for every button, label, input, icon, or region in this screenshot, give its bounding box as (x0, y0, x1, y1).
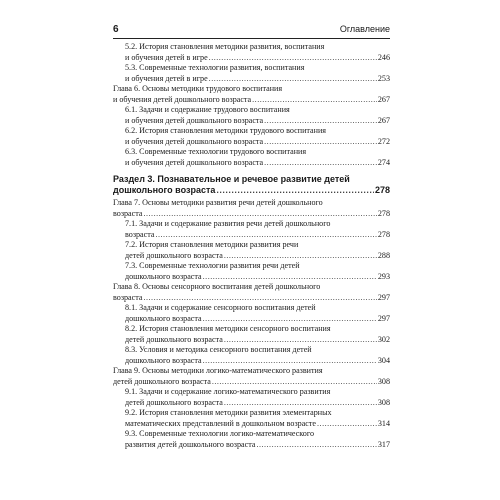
dot-leader (224, 251, 377, 262)
dot-leader (143, 209, 376, 220)
toc-entry-line: 9.3. Современные технологии логико-математического (125, 429, 315, 438)
toc-page-number: 304 (377, 355, 390, 365)
toc-page-number: 302 (377, 334, 390, 344)
dot-leader (252, 95, 377, 106)
dot-leader (209, 53, 377, 64)
toc-chapter[interactable] (113, 198, 390, 219)
toc-page-number: 297 (377, 313, 390, 323)
toc-page-number: 288 (377, 250, 390, 260)
toc-entry-line: Глава 9. Основы методики логико-математического развития (113, 366, 323, 375)
dot-leader (203, 272, 377, 283)
toc-entry-text: дошкольного возраста (125, 271, 202, 281)
toc-subsection[interactable] (113, 147, 390, 168)
dot-leader (224, 398, 377, 409)
toc-entry-line: 9.1. Задачи и содержание логико-математического развития (125, 387, 331, 396)
dot-leader (203, 314, 377, 325)
toc-entry-line: 9.2. История становления методики развития элементарных (125, 408, 332, 417)
toc-page-number: 278 (377, 208, 390, 218)
dot-leader (203, 356, 377, 367)
toc-entry-text: детей дошкольного возраста (113, 376, 211, 386)
dot-leader (216, 185, 374, 196)
toc-entry-line: 8.3. Условия и методика сенсорного воспитания детей (125, 345, 312, 354)
toc-chapter[interactable] (113, 282, 390, 293)
toc-entry-line: 8.2. История становления методики сенсорного воспитания (125, 324, 331, 333)
toc-subsection[interactable] (113, 42, 390, 63)
toc-page-number: 297 (377, 292, 390, 302)
toc-entry-line: 5.3. Современные технологии развития, воспитания (125, 63, 305, 72)
toc-chapter[interactable] (113, 293, 390, 304)
dot-leader (264, 158, 377, 169)
toc-entry-line: 8.1. Задачи и содержание сенсорного воспитания детей (125, 303, 316, 312)
dot-leader (264, 137, 377, 148)
toc-page-number: 253 (377, 73, 390, 83)
toc-subsection[interactable] (113, 261, 390, 282)
toc-page-number: 246 (377, 52, 390, 62)
toc-subsection[interactable] (113, 324, 390, 345)
toc-subsection[interactable] (113, 408, 390, 429)
toc-subsection[interactable] (113, 105, 390, 126)
toc-subsection[interactable] (113, 219, 390, 240)
toc-page-number: 278 (377, 229, 390, 239)
toc-page-number: 274 (377, 157, 390, 167)
toc-subsection[interactable] (113, 126, 390, 147)
toc-entry-line: 5.2. История становления методики развития, воспитания (125, 42, 325, 51)
toc-entry-text: возраста (113, 292, 143, 302)
dot-leader (209, 74, 377, 85)
toc-entry-line: Раздел 3. Познавательное и речевое развитие детей (113, 174, 350, 184)
toc-entry-text: и обучения детей дошкольного возраста (125, 157, 264, 167)
toc-entry-text: и обучения детей дошкольного возраста (125, 136, 264, 146)
toc-entry-text: дошкольного возраста (125, 313, 202, 323)
dot-leader (143, 293, 376, 304)
toc-chapter[interactable] (113, 366, 390, 387)
toc-entry-text: возраста (125, 229, 155, 239)
dot-leader (212, 377, 377, 388)
toc-subsection[interactable] (113, 63, 390, 84)
toc-page-number: 317 (377, 439, 390, 449)
page-number: 6 (113, 24, 119, 35)
toc-subsection[interactable] (113, 345, 390, 366)
toc-entry-line: 6.1. Задачи и содержание трудового воспитания (125, 105, 290, 114)
toc-entry-text: возраста (113, 208, 143, 218)
dot-leader (317, 419, 377, 430)
toc-entry-text: дошкольного возраста (113, 185, 216, 195)
running-header (113, 24, 390, 39)
toc-page-number: 267 (377, 115, 390, 125)
toc-entry-line: Глава 7. Основы методики развития речи детей дошкольного (113, 198, 323, 207)
toc-entry-text: детей дошкольного возраста (125, 334, 223, 344)
toc-entry-text: и обучения детей в игре (125, 52, 208, 62)
toc-entry-text: и обучения детей в игре (125, 73, 208, 83)
toc-entry-line: 7.3. Современные технологии развития речи детей (125, 261, 300, 270)
toc-entry-text: и обучения детей дошкольного возраста (125, 115, 264, 125)
toc-subsection[interactable] (113, 303, 390, 324)
toc-section[interactable] (113, 174, 390, 196)
toc-entry-text: и обучения детей дошкольного возраста (113, 94, 252, 104)
toc-entry-text: Глава 8. Основы сенсорного воспитания детей дошкольного (113, 282, 321, 291)
toc-chapter[interactable] (113, 84, 390, 105)
dot-leader (155, 230, 376, 241)
toc-entry-text: детей дошкольного возраста (125, 397, 223, 407)
toc-page-number: 293 (377, 271, 390, 281)
toc-page-number: 308 (377, 376, 390, 386)
toc-subsection[interactable] (113, 387, 390, 408)
toc-page-number: 314 (377, 418, 390, 428)
toc-page-number: 278 (374, 185, 390, 195)
dot-leader (256, 440, 376, 451)
toc-page-number: 308 (377, 397, 390, 407)
toc-entry-line: 6.3. Современные технологии трудового воспитания (125, 147, 307, 156)
table-of-contents (113, 42, 390, 450)
toc-entry-text: математических представлений в дошкольном возрасте (125, 418, 317, 428)
dot-leader (264, 116, 377, 127)
toc-entry-text: дошкольного возраста (125, 355, 202, 365)
running-title: Оглавление (339, 24, 390, 34)
toc-entry-line: 7.1. Задачи и содержание развития речи детей дошкольного (125, 219, 331, 228)
toc-entry-text: детей дошкольного возраста (125, 250, 223, 260)
toc-entry-line: 6.2. История становления методики трудового воспитания (125, 126, 327, 135)
toc-page-number: 272 (377, 136, 390, 146)
dot-leader (224, 335, 377, 346)
toc-subsection[interactable] (113, 240, 390, 261)
toc-page-number: 267 (377, 94, 390, 104)
toc-entry-text: развития детей дошкольного возраста (125, 439, 256, 449)
toc-subsection[interactable] (113, 429, 390, 450)
toc-entry-line: Глава 6. Основы методики трудового воспитания (113, 84, 283, 93)
toc-entry-line: 7.2. История становления методики развития речи (125, 240, 299, 249)
